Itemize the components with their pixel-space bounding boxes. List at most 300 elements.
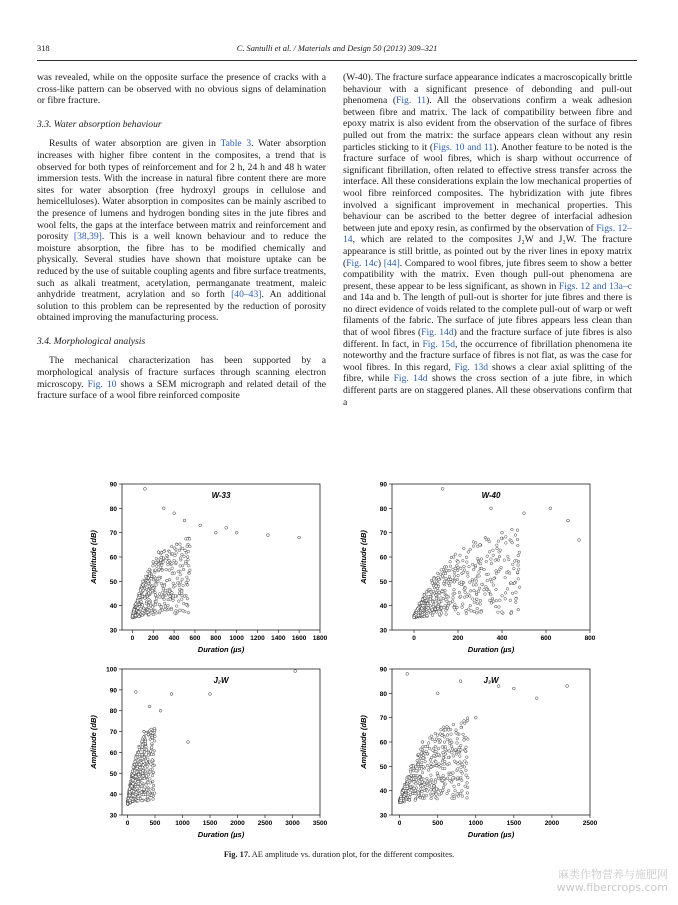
data-point bbox=[518, 586, 521, 589]
data-point bbox=[459, 744, 462, 747]
data-point bbox=[148, 568, 151, 571]
data-point bbox=[449, 739, 452, 742]
data-point bbox=[513, 567, 516, 570]
data-point bbox=[472, 545, 475, 548]
data-point bbox=[436, 797, 439, 800]
data-point bbox=[490, 602, 493, 605]
data-point bbox=[427, 769, 430, 772]
data-point bbox=[150, 746, 153, 749]
data-point bbox=[475, 580, 478, 583]
data-point bbox=[488, 540, 491, 543]
data-point bbox=[416, 781, 419, 784]
data-point bbox=[142, 764, 145, 767]
data-point bbox=[473, 610, 476, 613]
data-point bbox=[400, 799, 403, 802]
data-point bbox=[501, 595, 504, 598]
link-ref-44[interactable]: [44] bbox=[383, 257, 400, 269]
x-tick-label: 1000 bbox=[175, 820, 190, 827]
data-point bbox=[433, 789, 436, 792]
data-point bbox=[448, 762, 451, 765]
right-column bbox=[343, 72, 632, 408]
link-table-3[interactable]: Table 3 bbox=[220, 138, 252, 150]
data-point bbox=[474, 716, 477, 719]
data-point bbox=[431, 582, 434, 585]
data-point bbox=[152, 784, 155, 787]
data-point bbox=[462, 733, 465, 736]
data-point bbox=[483, 568, 486, 571]
data-point bbox=[132, 794, 135, 797]
data-point bbox=[429, 598, 432, 601]
data-point bbox=[464, 591, 467, 594]
y-tick-label: 30 bbox=[109, 812, 117, 820]
data-point bbox=[409, 793, 412, 796]
data-point bbox=[478, 575, 481, 578]
data-point bbox=[453, 797, 456, 800]
data-point bbox=[404, 793, 407, 796]
link-fig-14d[interactable]: Fig. 14d bbox=[421, 327, 454, 339]
data-point bbox=[500, 537, 503, 540]
link-fig-14d-second[interactable]: Fig. 14d bbox=[393, 373, 428, 385]
data-point bbox=[132, 782, 135, 785]
data-point bbox=[465, 737, 468, 740]
data-point bbox=[435, 738, 438, 741]
data-point bbox=[145, 760, 148, 763]
data-point bbox=[430, 766, 433, 769]
data-point bbox=[144, 597, 147, 600]
data-point bbox=[452, 777, 455, 780]
data-point bbox=[452, 556, 455, 559]
data-point bbox=[142, 584, 145, 587]
data-point bbox=[511, 541, 514, 544]
data-point bbox=[137, 780, 140, 783]
data-point bbox=[150, 577, 153, 580]
data-point bbox=[155, 584, 158, 587]
data-point bbox=[457, 574, 460, 577]
data-point bbox=[426, 790, 429, 793]
section-heading-water-absorption: 3.3. Water absorption behaviour bbox=[37, 118, 162, 130]
x-tick-label: 400 bbox=[168, 635, 180, 642]
data-point bbox=[476, 598, 479, 601]
data-point bbox=[466, 571, 469, 574]
data-point bbox=[449, 565, 452, 568]
data-point bbox=[453, 571, 456, 574]
y-axis-label: Amplitude (dB) bbox=[89, 530, 98, 584]
data-point bbox=[154, 610, 157, 613]
data-point bbox=[142, 589, 145, 592]
y-axis-label: Amplitude (dB) bbox=[89, 715, 98, 769]
data-point bbox=[145, 788, 148, 791]
data-point bbox=[465, 774, 468, 777]
data-point bbox=[178, 588, 181, 591]
data-point bbox=[446, 738, 449, 741]
data-point bbox=[298, 536, 301, 539]
link-ref-38-39[interactable]: [38,39] bbox=[73, 231, 102, 243]
data-point bbox=[141, 749, 144, 752]
data-point bbox=[462, 571, 465, 574]
data-point bbox=[128, 794, 131, 797]
data-point bbox=[436, 692, 439, 695]
data-point bbox=[465, 556, 468, 559]
data-point bbox=[137, 785, 140, 788]
data-point bbox=[141, 799, 144, 802]
data-point bbox=[154, 569, 157, 572]
link-fig-11[interactable]: Fig. 11 bbox=[396, 95, 427, 107]
data-point bbox=[479, 603, 482, 606]
data-point bbox=[461, 559, 464, 562]
header-rule bbox=[37, 60, 637, 61]
data-point bbox=[140, 762, 143, 765]
data-point bbox=[448, 569, 451, 572]
scatter-plot bbox=[340, 472, 610, 657]
data-point bbox=[438, 613, 441, 616]
data-point bbox=[419, 748, 422, 751]
data-point bbox=[176, 577, 179, 580]
data-point bbox=[461, 763, 464, 766]
data-point bbox=[473, 589, 476, 592]
data-point bbox=[184, 562, 187, 565]
data-point bbox=[492, 554, 495, 557]
data-point bbox=[163, 598, 166, 601]
data-point bbox=[153, 740, 156, 743]
data-point bbox=[442, 786, 445, 789]
data-point bbox=[152, 771, 155, 774]
data-point bbox=[466, 797, 469, 800]
data-point bbox=[461, 790, 464, 793]
data-point bbox=[490, 562, 493, 565]
y-tick-label: 30 bbox=[379, 627, 387, 635]
data-point bbox=[159, 610, 162, 613]
data-point bbox=[504, 576, 507, 579]
data-point bbox=[168, 569, 171, 572]
data-point bbox=[516, 538, 519, 541]
data-point bbox=[441, 746, 444, 749]
y-tick-label: 90 bbox=[109, 481, 117, 489]
data-point bbox=[181, 553, 184, 556]
data-point bbox=[145, 602, 148, 605]
data-point bbox=[126, 803, 129, 806]
x-tick-label: 2500 bbox=[257, 820, 273, 827]
y-tick-label: 70 bbox=[379, 715, 387, 723]
data-point bbox=[426, 777, 429, 780]
data-point bbox=[182, 609, 185, 612]
data-point bbox=[446, 734, 449, 737]
data-point bbox=[178, 549, 181, 552]
data-point bbox=[432, 611, 435, 614]
y-tick-label: 60 bbox=[109, 749, 117, 757]
data-point bbox=[535, 697, 538, 700]
data-point bbox=[199, 524, 202, 527]
data-point bbox=[463, 739, 466, 742]
link-figs-12-13[interactable]: Figs. 12 and 13a–c bbox=[558, 280, 632, 292]
data-point bbox=[153, 727, 156, 730]
data-point bbox=[490, 593, 493, 596]
data-point bbox=[152, 780, 155, 783]
data-point bbox=[456, 742, 459, 745]
data-point bbox=[497, 570, 500, 573]
data-point bbox=[171, 552, 174, 555]
data-point bbox=[185, 603, 188, 606]
data-point bbox=[176, 582, 179, 585]
data-point bbox=[463, 565, 466, 568]
data-point bbox=[175, 605, 178, 608]
data-point bbox=[466, 719, 469, 722]
x-axis-label: Duration (µs) bbox=[197, 830, 245, 839]
data-point bbox=[423, 615, 426, 618]
watermark-logo bbox=[557, 868, 668, 894]
data-point bbox=[497, 611, 500, 614]
data-point bbox=[235, 531, 238, 534]
data-point bbox=[460, 766, 463, 769]
data-point bbox=[421, 784, 424, 787]
x-axis-label: Duration (µs) bbox=[467, 645, 515, 654]
data-point bbox=[511, 592, 514, 595]
data-point bbox=[408, 776, 411, 779]
data-point bbox=[463, 760, 466, 763]
data-point bbox=[158, 593, 161, 596]
data-point bbox=[437, 777, 440, 780]
data-point bbox=[417, 763, 420, 766]
data-point bbox=[142, 609, 145, 612]
plot-title: W-40 bbox=[481, 491, 501, 500]
data-point bbox=[523, 512, 526, 515]
scatter-plot bbox=[340, 657, 610, 842]
data-point bbox=[490, 507, 493, 510]
data-point bbox=[140, 600, 143, 603]
data-point bbox=[160, 551, 163, 554]
data-point bbox=[457, 560, 460, 563]
data-point bbox=[440, 607, 443, 610]
data-point bbox=[514, 534, 517, 537]
data-point bbox=[151, 774, 154, 777]
data-point bbox=[135, 757, 138, 760]
x-tick-label: 1400 bbox=[271, 635, 286, 642]
data-point bbox=[421, 604, 424, 607]
data-point bbox=[515, 598, 518, 601]
link-fig-13d[interactable]: Fig. 13d bbox=[454, 361, 489, 373]
data-point bbox=[458, 591, 461, 594]
data-point bbox=[417, 614, 420, 617]
data-point bbox=[490, 558, 493, 561]
data-point bbox=[131, 770, 134, 773]
data-point bbox=[452, 723, 455, 726]
data-point bbox=[454, 553, 457, 556]
data-point bbox=[141, 580, 144, 583]
data-point bbox=[480, 558, 483, 561]
data-point bbox=[421, 607, 424, 610]
link-fig-14c[interactable]: Fig. 14c bbox=[346, 257, 378, 269]
data-point bbox=[134, 760, 137, 763]
data-point bbox=[188, 572, 191, 575]
data-point bbox=[181, 564, 184, 567]
data-point bbox=[456, 737, 459, 740]
data-point bbox=[499, 599, 502, 602]
data-point bbox=[426, 764, 429, 767]
data-point bbox=[500, 566, 503, 569]
data-point bbox=[442, 582, 445, 585]
data-point bbox=[159, 709, 162, 712]
data-point bbox=[460, 722, 463, 725]
data-point bbox=[152, 564, 155, 567]
data-point bbox=[179, 543, 182, 546]
data-point bbox=[137, 607, 140, 610]
data-point bbox=[441, 779, 444, 782]
data-point bbox=[438, 601, 441, 604]
x-tick-label: 0 bbox=[412, 635, 416, 642]
data-point bbox=[166, 579, 169, 582]
y-tick-label: 40 bbox=[109, 603, 117, 611]
data-point bbox=[465, 609, 468, 612]
data-point bbox=[453, 785, 456, 788]
data-point bbox=[443, 763, 446, 766]
data-point bbox=[159, 566, 162, 569]
x-tick-label: 1000 bbox=[229, 635, 244, 642]
data-point bbox=[151, 606, 154, 609]
data-point bbox=[154, 735, 157, 738]
data-point bbox=[149, 731, 152, 734]
data-point bbox=[435, 793, 438, 796]
data-point bbox=[427, 742, 430, 745]
data-point bbox=[507, 558, 510, 561]
data-point bbox=[463, 547, 466, 550]
data-point bbox=[161, 569, 164, 572]
data-point bbox=[495, 588, 498, 591]
data-point bbox=[172, 582, 175, 585]
data-point bbox=[442, 751, 445, 754]
data-point bbox=[167, 592, 170, 595]
data-point bbox=[141, 604, 144, 607]
data-point bbox=[178, 592, 181, 595]
data-point bbox=[150, 728, 153, 731]
data-point bbox=[466, 792, 469, 795]
data-point bbox=[179, 565, 182, 568]
y-tick-label: 30 bbox=[109, 627, 117, 635]
data-point bbox=[513, 582, 516, 585]
data-point bbox=[467, 575, 470, 578]
y-tick-label: 40 bbox=[109, 791, 117, 799]
data-point bbox=[516, 544, 519, 547]
data-point bbox=[128, 799, 131, 802]
data-point bbox=[506, 588, 509, 591]
data-point bbox=[144, 740, 147, 743]
data-point bbox=[437, 747, 440, 750]
data-point bbox=[173, 512, 176, 515]
data-point bbox=[470, 610, 473, 613]
data-point bbox=[157, 551, 160, 554]
data-point bbox=[149, 591, 152, 594]
data-point bbox=[505, 571, 508, 574]
data-point bbox=[491, 597, 494, 600]
x-tick-label: 600 bbox=[540, 635, 552, 642]
data-point bbox=[461, 606, 464, 609]
data-point bbox=[421, 771, 424, 774]
data-point bbox=[426, 614, 429, 617]
data-point bbox=[178, 584, 181, 587]
y-axis-label: Amplitude (dB) bbox=[359, 530, 368, 584]
data-point bbox=[417, 753, 420, 756]
data-point bbox=[152, 560, 155, 563]
data-point bbox=[451, 748, 454, 751]
data-point bbox=[149, 778, 152, 781]
data-point bbox=[148, 572, 151, 575]
data-point bbox=[187, 565, 190, 568]
data-point bbox=[417, 792, 420, 795]
data-point bbox=[425, 794, 428, 797]
data-point bbox=[431, 601, 434, 604]
data-point bbox=[464, 785, 467, 788]
data-point bbox=[444, 783, 447, 786]
data-point bbox=[459, 776, 462, 779]
data-point bbox=[179, 557, 182, 560]
data-point bbox=[173, 547, 176, 550]
link-figs-10-11[interactable]: Figs. 10 and 11 bbox=[433, 141, 494, 153]
y-tick-label: 80 bbox=[109, 505, 117, 513]
data-point bbox=[465, 746, 468, 749]
x-tick-label: 600 bbox=[189, 635, 201, 642]
data-point bbox=[456, 777, 459, 780]
caption-text: AE amplitude vs. duration plot, for the different composites. bbox=[250, 850, 455, 859]
data-point bbox=[406, 780, 409, 783]
data-point bbox=[147, 754, 150, 757]
data-point bbox=[499, 549, 502, 552]
data-point bbox=[420, 752, 423, 755]
data-point bbox=[149, 771, 152, 774]
link-ref-40-43[interactable]: [40–43] bbox=[231, 289, 262, 301]
data-point bbox=[455, 564, 458, 567]
link-figs-12-14[interactable]: Figs. 12–14 bbox=[343, 222, 632, 246]
data-point bbox=[143, 730, 146, 733]
x-tick-label: 500 bbox=[432, 820, 444, 827]
data-point bbox=[136, 767, 139, 770]
caption-label: Fig. 17. bbox=[223, 850, 251, 859]
data-point bbox=[139, 766, 142, 769]
y-tick-label: 80 bbox=[379, 690, 387, 698]
scatter-plot bbox=[70, 472, 340, 657]
data-point bbox=[148, 585, 151, 588]
link-fig-10[interactable]: Fig. 10 bbox=[87, 378, 117, 390]
data-point bbox=[448, 750, 451, 753]
data-point bbox=[497, 540, 500, 543]
data-point bbox=[449, 742, 452, 745]
data-point bbox=[467, 551, 470, 554]
data-point bbox=[148, 705, 151, 708]
data-point bbox=[463, 720, 466, 723]
data-point bbox=[150, 742, 153, 745]
data-point bbox=[450, 773, 453, 776]
data-point bbox=[141, 757, 144, 760]
link-fig-15d[interactable]: Fig. 15d bbox=[422, 338, 456, 350]
data-point bbox=[447, 729, 450, 732]
data-point bbox=[501, 531, 504, 534]
data-point bbox=[136, 599, 139, 602]
data-point bbox=[426, 752, 429, 755]
data-point bbox=[175, 552, 178, 555]
data-point bbox=[474, 542, 477, 545]
data-point bbox=[439, 573, 442, 576]
running-header bbox=[37, 44, 637, 58]
data-point bbox=[150, 794, 153, 797]
data-point bbox=[441, 789, 444, 792]
data-point bbox=[509, 599, 512, 602]
x-tick-label: 200 bbox=[147, 635, 159, 642]
data-point bbox=[408, 799, 411, 802]
data-point bbox=[437, 775, 440, 778]
data-point bbox=[444, 746, 447, 749]
data-point bbox=[432, 590, 435, 593]
data-point bbox=[508, 572, 511, 575]
data-point bbox=[421, 790, 424, 793]
data-point bbox=[503, 559, 506, 562]
data-point bbox=[504, 598, 507, 601]
